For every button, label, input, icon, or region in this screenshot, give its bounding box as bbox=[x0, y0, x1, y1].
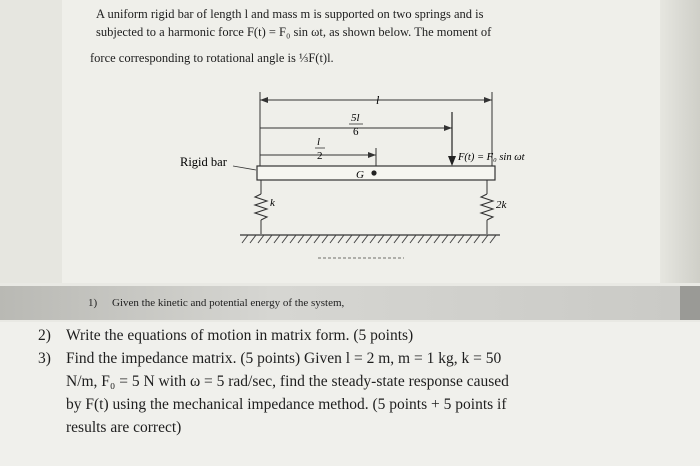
right-spring-label: 2k bbox=[496, 199, 507, 211]
dim-arrow-five-sixth bbox=[444, 125, 452, 131]
force-arrowhead bbox=[448, 156, 456, 166]
force-label: F(t) = F₀ sin ωt bbox=[458, 152, 525, 163]
dim-arrow-total-left bbox=[260, 97, 268, 103]
dim-label-five-sixth-den: 6 bbox=[353, 126, 359, 138]
dim-label-five-sixth-num: 5l bbox=[351, 112, 360, 124]
intro-line-1: A uniform rigid bar of length l and mass m is supported on two springs and is bbox=[96, 7, 484, 21]
q3-number: 3) bbox=[38, 350, 51, 367]
questions-2-3-panel bbox=[0, 322, 700, 466]
q2-number: 2) bbox=[38, 327, 51, 344]
question-1-strip bbox=[0, 286, 700, 320]
dim-label-total: l bbox=[376, 93, 380, 107]
intro-line-3: force corresponding to rotational angle is ⅓F(t)l. bbox=[90, 51, 334, 65]
q3-line-2: N/m, F₀ = 5 N with ω = 5 rad/sec, find the steady-state response caused bbox=[66, 373, 509, 390]
ground-hatching bbox=[242, 235, 496, 243]
q3-line-4: results are correct) bbox=[66, 419, 182, 436]
dim-arrow-total-right bbox=[484, 97, 492, 103]
right-spring-coil bbox=[481, 194, 493, 220]
center-of-mass-dot bbox=[371, 170, 376, 175]
q1-number: 1) bbox=[88, 297, 98, 309]
q3-line-1: Find the impedance matrix. (5 points) Given l = 2 m, m = 1 kg, k = 50 bbox=[66, 350, 502, 367]
q3-line-3: by F(t) using the mechanical impedance method. (5 points + 5 points if bbox=[66, 396, 507, 413]
left-spring-label: k bbox=[270, 197, 275, 209]
q1-text: Given the kinetic and potential energy of the system, bbox=[112, 297, 345, 309]
center-of-mass-label: G bbox=[356, 169, 364, 181]
rigid-bar-label: Rigid bar bbox=[180, 155, 227, 169]
q2-text: Write the equations of motion in matrix form. (5 points) bbox=[66, 327, 414, 344]
intro-line-2: subjected to a harmonic force F(t) = F₀ sin ωt, as shown below. The moment of bbox=[96, 25, 492, 39]
rigid-bar-leader-line bbox=[233, 166, 256, 170]
left-spring-coil bbox=[255, 194, 267, 220]
dim-label-half-num: l bbox=[317, 136, 321, 148]
strip-edge bbox=[680, 286, 700, 320]
dim-arrow-half bbox=[368, 152, 376, 158]
dim-label-half-den: 2 bbox=[317, 150, 323, 162]
